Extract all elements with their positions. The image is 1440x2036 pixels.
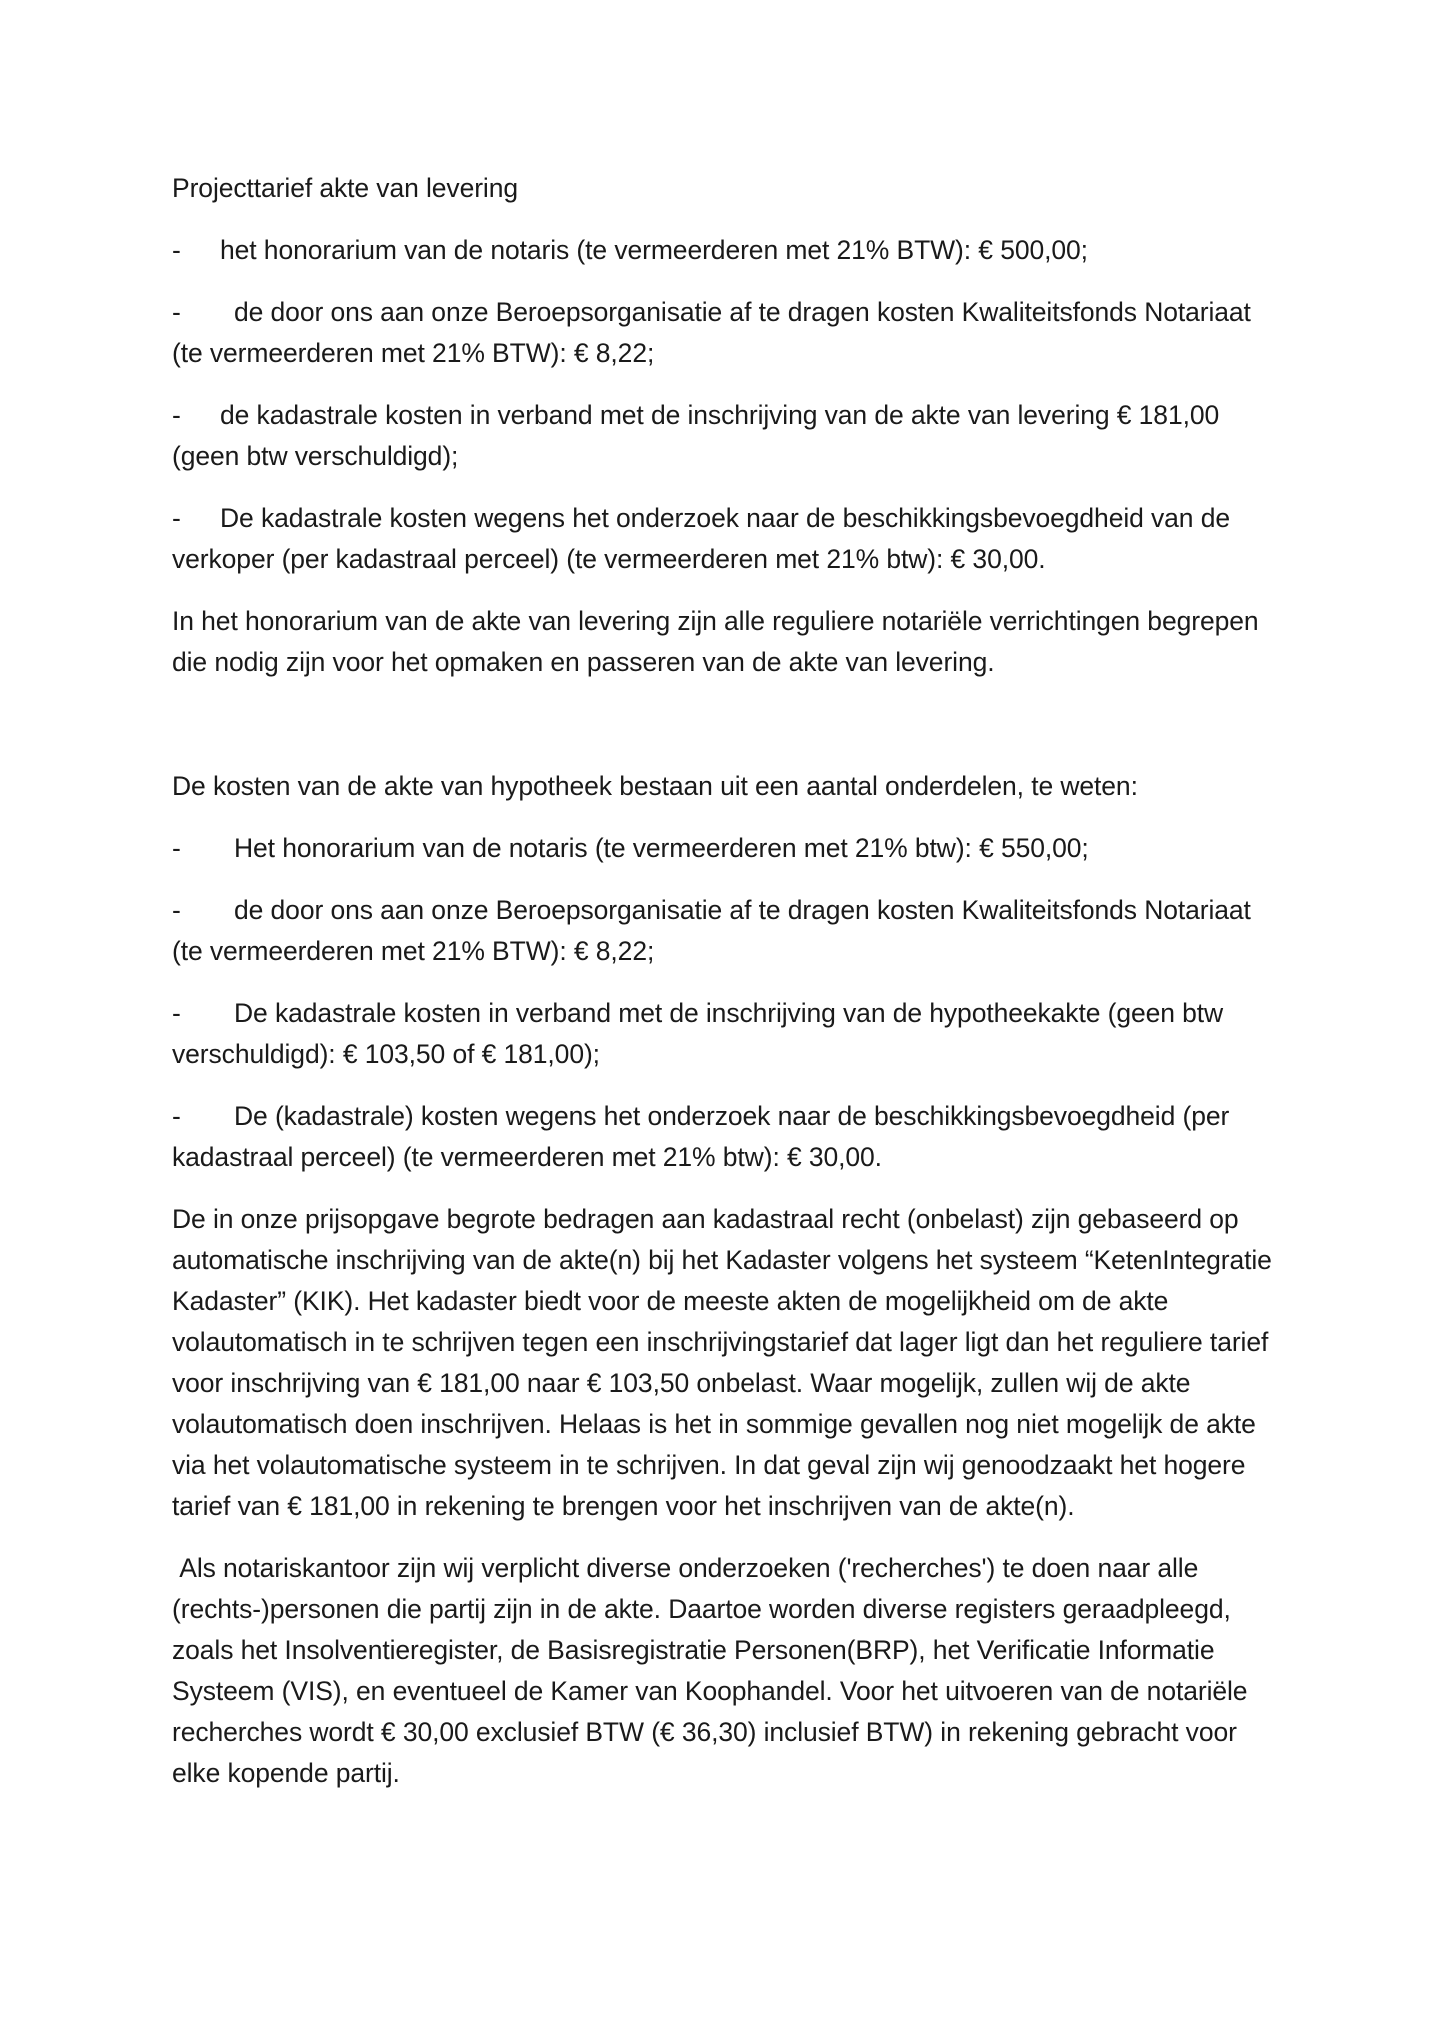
- list-dash: -: [172, 895, 181, 925]
- list-item: [172, 890, 1282, 972]
- kadastraal-recht-paragraph: De in onze prijsopgave begrote bedragen aan kadastraal recht (onbelast) zijn gebaseerd op automatische inschrijving van de akte(n) bij het Kadaster volgens het systeem “KetenIntegratie Kadaster” (KIK). Het kadaster biedt voor de meeste akten de mogelijkheid om de akte volautomatisch in te schrijven tegen een inschrijvingstarief dat lager ligt dan het reguliere tarief voor inschrijving van € 181,00 naar € 103,50 onbelast. Waar mogelijk, zullen wij de akte volautomatisch doen inschrijven. Helaas is het in sommige gevallen nog niet mogelijk de akte via het volautomatische systeem in te schrijven. In dat geval zijn wij genoodzaakt het hogere tarief van € 181,00 in rekening te brengen voor het inschrijven van de akte(n).: [172, 1204, 1272, 1521]
- section-title-levering: Projecttarief akte van levering: [172, 173, 518, 203]
- hypotheek-intro-paragraph: De kosten van de akte van hypotheek bestaan uit een aantal onderdelen, te weten:: [172, 771, 1138, 801]
- section-spacer: [172, 704, 1282, 766]
- recherches-paragraph: Als notariskantoor zijn wij verplicht diverse onderzoeken ('recherches') te doen naar alle (rechts-)personen die partij zijn in de akte. Daartoe worden diverse registers geraadpleegd, zoals het Insolventieregister, de Basisregistratie Personen(BRP), het Verificatie Informatie Systeem (VIS), en eventueel de Kamer van Koophandel. Voor het uitvoeren van de notariële recherches wordt € 30,00 exclusief BTW (€ 36,30) inclusief BTW) in rekening gebracht voor elke kopende partij.: [172, 1553, 1255, 1788]
- list-item-text: de door ons aan onze Beroepsorganisatie af te dragen kosten Kwaliteitsfonds Notariaat (te vermeerderen met 21% BTW): € 8,22;: [172, 297, 1251, 368]
- list-dash: -: [172, 1101, 181, 1131]
- list-dash: -: [172, 833, 181, 863]
- list-item: [172, 292, 1282, 374]
- list-item-text: De kadastrale kosten wegens het onderzoek naar de beschikkingsbevoegdheid van de verkoper (per kadastraal perceel) (te vermeerderen met 21% btw): € 30,00.: [172, 503, 1230, 574]
- list-dash: -: [172, 235, 181, 265]
- list-item: [172, 1096, 1282, 1178]
- list-item-text: de door ons aan onze Beroepsorganisatie af te dragen kosten Kwaliteitsfonds Notariaat (te vermeerderen met 21% BTW): € 8,22;: [172, 895, 1251, 966]
- list-item: [172, 230, 1282, 271]
- list-item-text: De (kadastrale) kosten wegens het onderzoek naar de beschikkingsbevoegdheid (per kadastraal perceel) (te vermeerderen met 21% btw): € 30,00.: [172, 1101, 1230, 1172]
- list-dash: -: [172, 998, 181, 1028]
- list-dash: -: [172, 297, 181, 327]
- list-item-text: Het honorarium van de notaris (te vermeerderen met 21% btw): € 550,00;: [234, 833, 1089, 863]
- document-page: [172, 168, 1282, 1815]
- list-item: [172, 993, 1282, 1075]
- list-dash: -: [172, 400, 181, 430]
- list-item-text: De kadastrale kosten in verband met de inschrijving van de hypotheekakte (geen btw verschuldigd): € 103,50 of € 181,00);: [172, 998, 1224, 1069]
- list-item-text: het honorarium van de notaris (te vermeerderen met 21% BTW): € 500,00;: [220, 235, 1088, 265]
- list-dash: -: [172, 503, 181, 533]
- list-item-text: de kadastrale kosten in verband met de inschrijving van de akte van levering € 181,00 (geen btw verschuldigd);: [172, 400, 1220, 471]
- list-item: [172, 498, 1282, 580]
- list-item: [172, 828, 1282, 869]
- list-item: [172, 395, 1282, 477]
- levering-note-paragraph: In het honorarium van de akte van levering zijn alle reguliere notariële verrichtingen begrepen die nodig zijn voor het opmaken en passeren van de akte van levering.: [172, 606, 1259, 677]
